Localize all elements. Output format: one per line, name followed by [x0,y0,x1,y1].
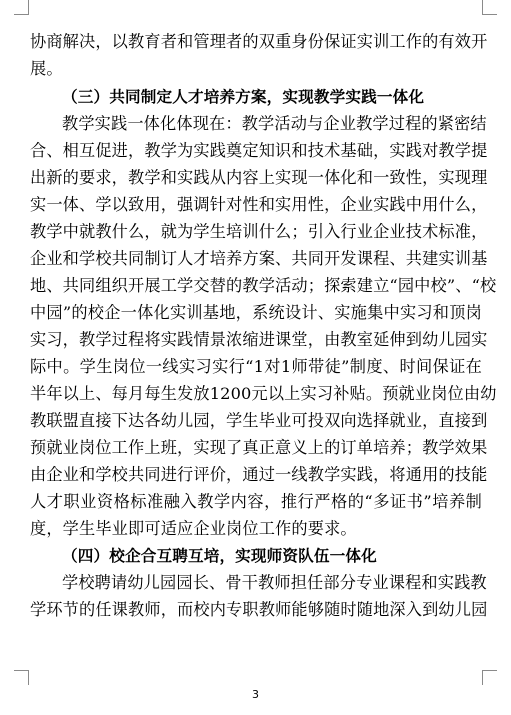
paragraph-line: 实一体、学以致用，强调针对性和实用性，企业实践中用什么， [30,195,488,214]
section-heading-4: （四）校企合互聘互培，实现师资队伍一体化 [62,547,377,565]
paragraph-line: 由企业和学校共同进行评价，通过一线教学实践，将通用的技能 [30,465,488,484]
paragraph-line: 中园”的校企一体化实训基地，系统设计、实施集中实习和顶岗 [30,303,482,322]
paragraph-line: 半年以上、每月每生发放1200元以上实习补贴。预就业岗位由幼 [30,384,497,403]
crop-mark-top-right [482,0,497,15]
page-number: 3 [252,688,259,701]
paragraph-line: 教学中就教什么，就为学生培训什么；引入行业企业技术标准， [30,222,488,241]
paragraph-line: 教联盟直接下达各幼儿园，学生毕业可投双向选择就业，直接到 [30,411,488,430]
section-heading-3: （三）共同制定人才培养方案，实现教学实践一体化 [62,88,425,106]
crop-mark-top-left [14,0,29,15]
paragraph-line: 度，学生毕业即可适应企业岗位工作的要求。 [30,519,357,538]
paragraph-line: 学校聘请幼儿园园长、骨干教师担任部分专业课程和实践教 [62,573,487,592]
paragraph-line: 人才职业资格标准融入教学内容，推行严格的“多证书”培养制 [30,492,482,511]
paragraph-line: 企业和学校共同制订人才培养方案、共同开发课程、共建实训基 [30,249,488,268]
paragraph-line: 出新的要求，教学和实践从内容上实现一体化和一致性，实现理 [30,168,488,187]
paragraph-line: 际中。学生岗位一线实习实行“1对1师带徒”制度、时间保证在 [30,357,482,376]
crop-mark-bottom-right [482,670,497,685]
paragraph-line: 预就业岗位工作上班，实现了真正意义上的订单培养；教学效果 [30,438,488,457]
paragraph-line: 协商解决，以教育者和管理者的双重身份保证实训工作的有效开 [30,32,488,51]
paragraph-line: 地、共同组织开展工学交替的教学活动；探索建立“园中校”、“校 [30,276,497,295]
paragraph-line: 教学实践一体化体现在：教学活动与企业教学过程的紧密结 [62,114,487,133]
crop-mark-bottom-left [14,670,29,685]
paragraph-line: 展。 [30,59,63,78]
paragraph-line: 实习，教学过程将实践情景浓缩进课堂，由教室延伸到幼儿园实 [30,330,488,349]
paragraph-line: 学环节的任课教师，而校内专职教师能够随时随地深入到幼儿园 [30,600,488,619]
paragraph-line: 合、相互促进，教学为实践奠定知识和技术基础，实践对教学提 [30,141,488,160]
